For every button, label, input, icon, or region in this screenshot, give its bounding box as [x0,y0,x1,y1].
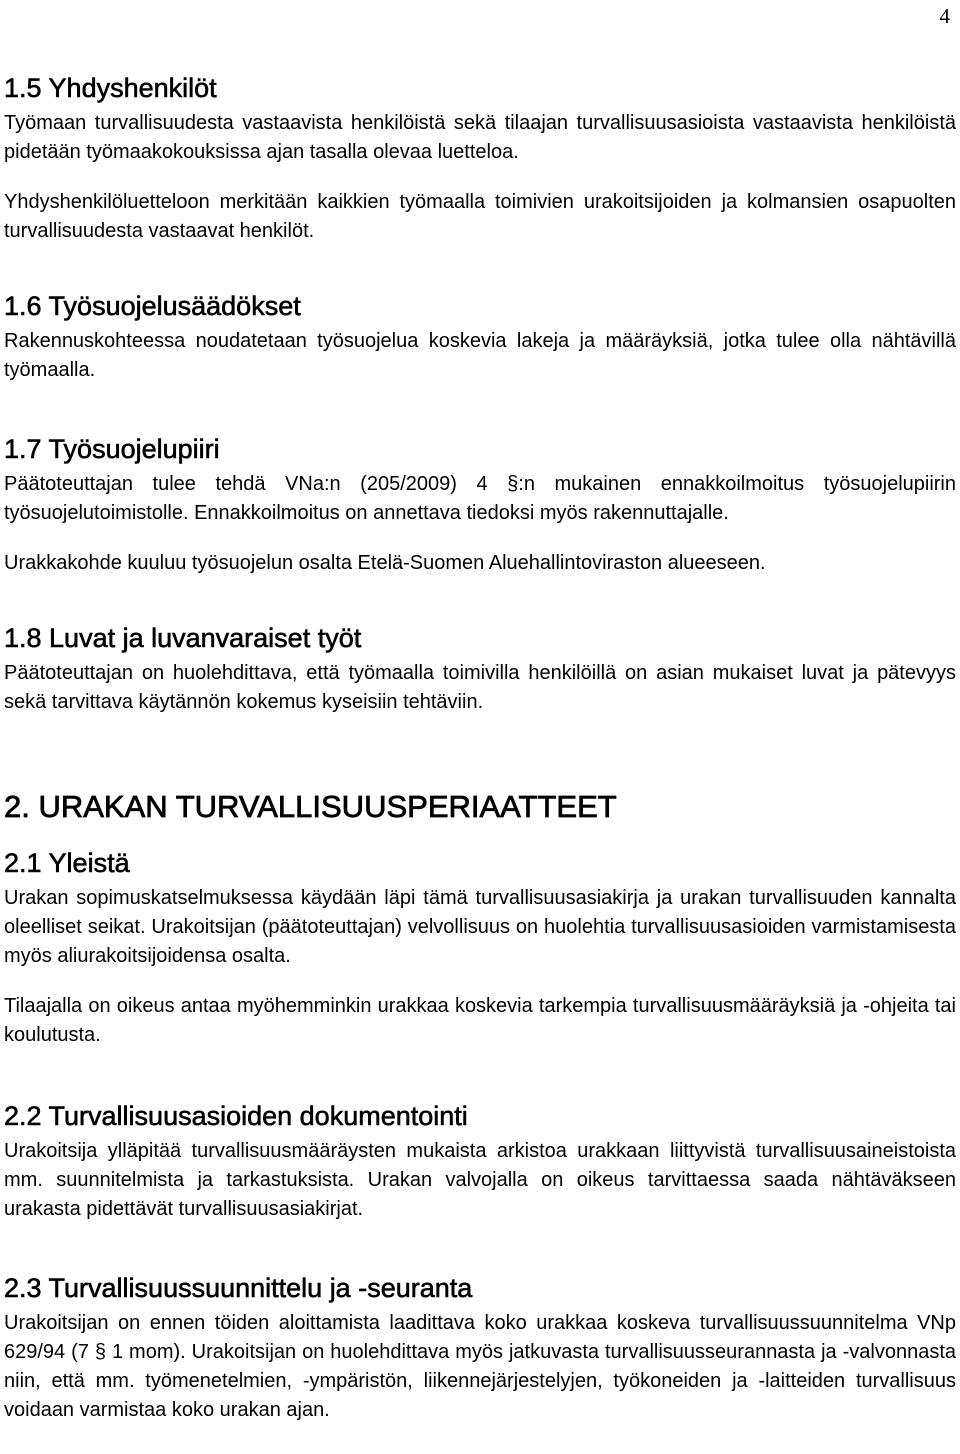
paragraph: Päätoteuttajan tulee tehdä VNa:n (205/2009) 4 §:n mukainen ennakkoilmoitus työsuojelupiirin työsuojelutoimistolle. Ennakkoilmoitus on annettava tiedoksi myös rakennuttajalle. [4,473,956,524]
paragraph: Päätoteuttajan on huolehdittava, että työmaalla toimivilla henkilöillä on asian mukaiset luvat ja pätevyys sekä tarvittava käytännön kokemus kyseisiin tehtäviin. [4,662,956,713]
section-2-1 [4,845,956,1050]
paragraph: Urakkakohde kuuluu työsuojelun osalta Etelä-Suomen Aluehallintoviraston alueeseen. [4,552,766,574]
paragraph: Tilaajalla on oikeus antaa myöhemminkin urakkaa koskevia tarkempia turvallisuusmääräyksiä ja -ohjeita tai koulutusta. [4,995,956,1046]
section-1-5 [4,70,956,246]
section-heading: 2.2 Turvallisuusasioiden dokumentointi [4,1101,468,1131]
section-heading: 2.1 Yleistä [4,848,130,878]
paragraph: Yhdyshenkilöluetteloon merkitään kaikkien työmaalla toimivien urakoitsijoiden ja kolmansien osapuolten turvallisuudesta vastaavat henkilöt. [4,191,956,242]
section-1-6 [4,288,956,385]
section-heading: 1.6 Työsuojelusäädökset [4,291,301,321]
section-2-3 [4,1270,956,1425]
section-1-7 [4,431,956,578]
chapter-heading: 2. URAKAN TURVALLISUUSPERIAATTEET [4,789,617,824]
paragraph: Urakan sopimuskatselmuksessa käydään läpi tämä turvallisuusasiakirja ja urakan turvallisuuden kannalta oleelliset seikat. Urakoitsijan (päätoteuttajan) velvollisuus on huolehtia turvallisuusasioiden varmistamisesta myös aliurakoitsijoidensa osalta. [4,887,956,967]
section-2 [4,787,956,827]
section-heading: 1.7 Työsuojelupiiri [4,434,220,464]
page-number: 4 [939,4,950,28]
section-heading: 1.5 Yhdyshenkilöt [4,73,217,103]
paragraph: Työmaan turvallisuudesta vastaavista henkilöistä sekä tilaajan turvallisuusasioista vastaavista henkilöistä pidetään työmaakokouksissa ajan tasalla olevaa luetteloa. [4,112,956,163]
section-heading: 2.3 Turvallisuussuunnittelu ja -seuranta [4,1273,473,1303]
document-body [4,70,956,1425]
section-1-8 [4,620,956,717]
paragraph: Urakoitsijan on ennen töiden aloittamista laadittava koko urakkaa koskeva turvallisuussuunnitelma VNp 629/94 (7 § 1 mom). Urakoitsijan on huolehdittava myös jatkuvasta turvallisuusseurannasta ja -valvonnasta niin, että mm. työmenetelmien, -ympäristön, liikennejärjestelyjen, työkoneiden ja -laitteiden turvallisuus voidaan varmistaa koko urakan ajan. [4,1312,956,1421]
paragraph: Urakoitsija ylläpitää turvallisuusmääräysten mukaista arkistoa urakkaan liittyvistä turvallisuusaineistoista mm. suunnitelmista ja tarkastuksista. Urakan valvojalla on oikeus tarvittaessa saada nähtäväkseen urakasta pidettävät turvallisuusasiakirjat. [4,1140,956,1220]
section-heading: 1.8 Luvat ja luvanvaraiset työt [4,623,362,653]
section-2-2 [4,1098,956,1224]
paragraph: Rakennuskohteessa noudatetaan työsuojelua koskevia lakeja ja määräyksiä, jotka tulee olla nähtävillä työmaalla. [4,330,956,381]
